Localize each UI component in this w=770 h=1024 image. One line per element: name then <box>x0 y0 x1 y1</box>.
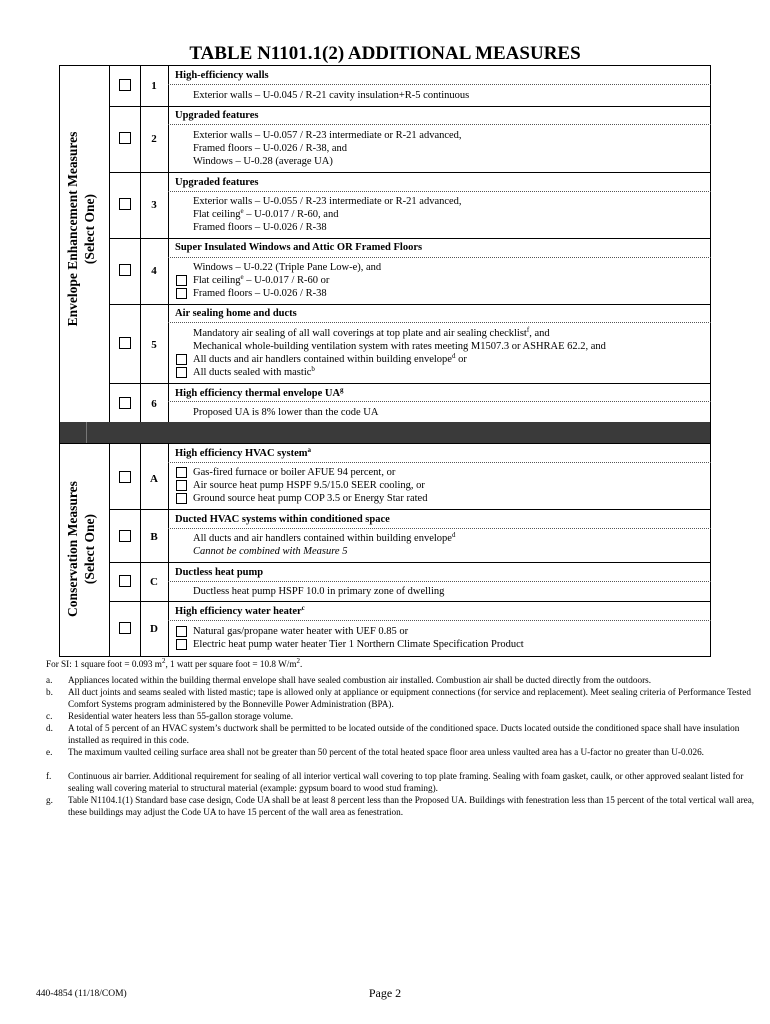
measure-line: Framed floors – U-0.026 / R-38 <box>193 222 327 233</box>
measure-line: All ducts and air handlers contained within building envelope$^d$ or <box>193 352 467 365</box>
header-separator <box>168 401 711 402</box>
measure-header: Super Insulated Windows and Attic OR Framed Floors <box>175 242 423 253</box>
page-title: TABLE N1101.1(2) ADDITIONAL MEASURES <box>189 43 581 64</box>
ducts-in-envelope-checkbox[interactable] <box>176 354 187 365</box>
conservation-section-label: Conservation Measures (Select One) <box>65 481 97 617</box>
row-divider <box>109 383 711 384</box>
header-separator <box>168 581 711 582</box>
measure-line: Proposed UA is 8% lower than the code UA <box>193 407 379 418</box>
measure-number: 3 <box>151 199 157 211</box>
measure-note: Cannot be combined with Measure 5 <box>193 546 348 557</box>
measure-3-checkbox[interactable] <box>119 198 131 210</box>
ducts-mastic-checkbox[interactable] <box>176 367 187 378</box>
header-separator <box>168 84 711 85</box>
measure-line: Mechanical whole-building ventilation system with rates meeting M1507.3 or ASHRAE 62.2, and <box>193 341 606 352</box>
measure-line: Windows – U-0.28 (average UA) <box>193 156 333 167</box>
table-divider <box>140 65 141 422</box>
measure-line: Exterior walls – U-0.045 / R-21 cavity insulation+R-5 continuous <box>193 90 470 101</box>
measure-line: Electric heat pump water heater Tier 1 Northern Climate Specification Product <box>193 639 524 650</box>
row-divider <box>109 238 711 239</box>
measure-5-checkbox[interactable] <box>119 337 131 349</box>
table-divider <box>168 65 169 422</box>
envelope-section-label: Envelope Enhancement Measures (Select One) <box>65 131 97 327</box>
measure-number: C <box>150 576 158 588</box>
measure-2-checkbox[interactable] <box>119 132 131 144</box>
table-divider <box>109 65 110 422</box>
header-separator <box>168 191 711 192</box>
row-divider <box>109 172 711 173</box>
measure-line: Ductless heat pump HSPF 10.0 in primary zone of dwelling <box>193 586 445 597</box>
footnote-c: c. Residential water heaters less than 55-gallon storage volume. <box>46 711 294 721</box>
heat-pump-water-heater-checkbox[interactable] <box>176 639 187 650</box>
measure-header: Ducted HVAC systems within conditioned space <box>175 514 390 525</box>
footnote-f: f. Continuous air barrier. Additional requirement for sealing of all interior vertical wall covering to top plate framing. Sealing with foam gasket, caulk, or other approved sealant listed for sealing wall covering material to structural material (example: gypsum board to wood stud framing). <box>46 771 744 793</box>
section-divider-band-edge <box>86 422 87 443</box>
footnote-e: e. The maximum vaulted ceiling surface area shall not be greater than 50 percent of the total heated space floor area unless vaulted area has a U-factor no greater than U-0.026. <box>46 747 704 757</box>
flat-ceiling-checkbox[interactable] <box>176 275 187 286</box>
measure-D-checkbox[interactable] <box>119 622 131 634</box>
measure-number: D <box>150 623 158 635</box>
row-divider <box>59 443 711 444</box>
footnote-d: d. A total of 5 percent of an HVAC system’s ductwork shall be permitted to be located outside of the conditioned space. Ducts located outside the conditioned space shall have insulation installed as required in this code. <box>46 723 740 745</box>
measure-number: 6 <box>151 398 157 410</box>
header-separator <box>168 620 711 621</box>
measure-B-checkbox[interactable] <box>119 530 131 542</box>
footnote-b: b. All duct joints and seams sealed with listed mastic; tape is allowed only at appliance or equipment connections (for service and replacement). Meet sealing criteria of Performance Tested Comfort Systems program administered by the Bonneville Power Administration (BPA). <box>46 687 751 709</box>
header-separator <box>168 322 711 323</box>
form-id: 440-4854 (11/18/COM) <box>36 989 127 999</box>
table-divider <box>168 443 169 657</box>
gas-furnace-checkbox[interactable] <box>176 467 187 478</box>
measure-header: Ductless heat pump <box>175 567 264 578</box>
measure-line: Ground source heat pump COP 3.5 or Energy Star rated <box>193 493 428 504</box>
header-separator <box>168 462 711 463</box>
measure-header: Upgraded features <box>175 177 259 188</box>
header-separator <box>168 124 711 125</box>
footnote-a: a. Appliances located within the building thermal envelope shall have sealed combustion air installed. Combustion air shall be ducted directly from the outdoors. <box>46 675 652 685</box>
measure-header: High efficiency water heater$^c$ <box>175 604 305 617</box>
measure-number: B <box>150 531 158 543</box>
table-divider <box>109 443 110 657</box>
measure-line: Natural gas/propane water heater with UEF 0.85 or <box>193 626 409 637</box>
section-divider-band <box>60 422 710 443</box>
measure-header: Air sealing home and ducts <box>175 308 297 319</box>
measure-line: Exterior walls – U-0.055 / R-23 intermediate or R-21 advanced, <box>193 196 462 207</box>
measure-line: All ducts and air handlers contained within building envelope$^d$ <box>193 531 456 544</box>
measure-6-checkbox[interactable] <box>119 397 131 409</box>
measure-number: 1 <box>151 80 157 92</box>
measure-header: High-efficiency walls <box>175 70 269 81</box>
air-source-heat-pump-checkbox[interactable] <box>176 480 187 491</box>
header-separator <box>168 528 711 529</box>
measure-line: Exterior walls – U-0.057 / R-23 intermediate or R-21 advanced, <box>193 130 462 141</box>
measure-line: Framed floors – U-0.026 / R-38 <box>193 288 327 299</box>
row-divider <box>109 509 711 510</box>
framed-floors-checkbox[interactable] <box>176 288 187 299</box>
header-separator <box>168 257 711 258</box>
table-divider <box>140 443 141 657</box>
measure-number: 5 <box>151 339 157 351</box>
measure-header: Upgraded features <box>175 110 259 121</box>
page-number: Page 2 <box>368 986 402 1000</box>
measure-C-checkbox[interactable] <box>119 575 131 587</box>
measure-A-checkbox[interactable] <box>119 471 131 483</box>
row-divider <box>109 601 711 602</box>
measure-line: Air source heat pump HSPF 9.5/15.0 SEER cooling, or <box>193 480 425 491</box>
row-divider <box>109 304 711 305</box>
measure-4-checkbox[interactable] <box>119 264 131 276</box>
gas-water-heater-checkbox[interactable] <box>176 626 187 637</box>
measure-line: Flat ceiling$^e$ – U-0.017 / R-60 or <box>193 273 330 286</box>
measure-number: A <box>150 473 158 485</box>
row-divider <box>109 106 711 107</box>
footnote-g: g. Table N1104.1(1) Standard base case design, Code UA shall be at least 8 percent less than the Proposed UA. Buildings with fenestration less than 15 percent of the total vertical wall area, these buildings may adjust the Code UA to have 15 percent of the wall area as fenestration. <box>46 795 755 817</box>
measure-header: High efficiency HVAC system$^a$ <box>175 446 311 459</box>
measure-line: All ducts sealed with mastic$^b$ <box>193 365 315 378</box>
measure-1-checkbox[interactable] <box>119 79 131 91</box>
measure-line: Flat ceiling$^e$ – U-0.017 / R-60, and <box>193 207 339 220</box>
measure-header: High efficiency thermal envelope $UA^g$ <box>175 386 344 399</box>
ground-source-heat-pump-checkbox[interactable] <box>176 493 187 504</box>
measure-line: Framed floors – U-0.026 / R-38, and <box>193 143 347 154</box>
measure-number: 2 <box>151 133 157 145</box>
measure-line: Mandatory air sealing of all wall coverings at top plate and air sealing checklist$^f$, and <box>193 326 550 339</box>
measure-line: Windows – U-0.22 (Triple Pane Low-e), and <box>193 262 382 273</box>
row-divider <box>109 562 711 563</box>
si-conversion-note: For SI: 1 square foot = 0.093 $m^2$, 1 watt per square foot = 10.8 $W/m^2$. <box>46 657 303 669</box>
measure-number: 4 <box>151 265 157 277</box>
measure-line: Gas-fired furnace or boiler AFUE 94 percent, or <box>193 467 396 478</box>
